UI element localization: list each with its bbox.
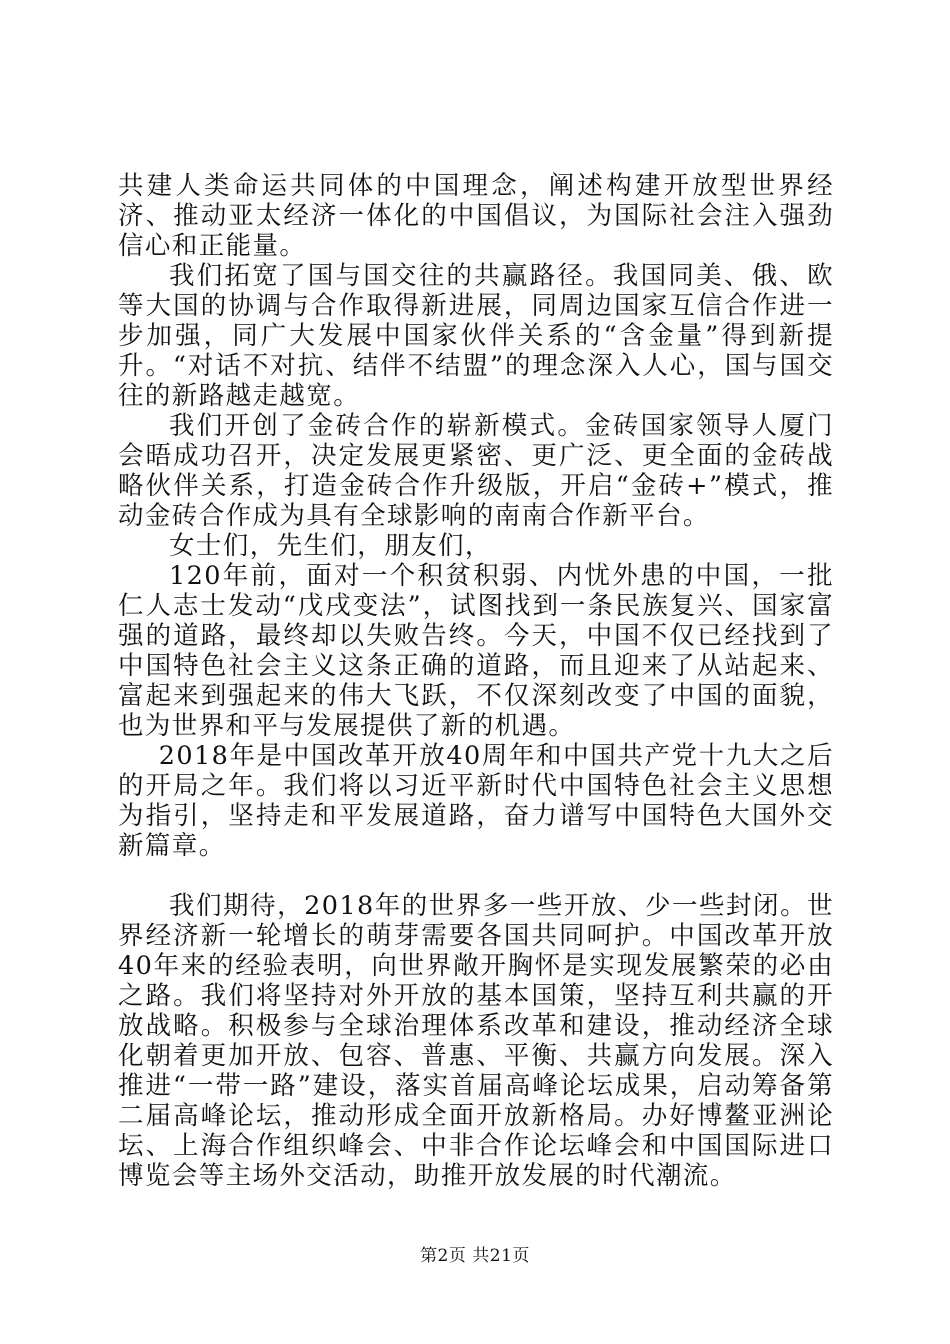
paragraph-6: 2018年是中国改革开放40周年和中国共产党十九大之后的开局之年。我们将以习近平新时代中国特色社会主义思想为指引，坚持走和平发展道路，奋力谱写中国特色大国外交新篇章。 <box>118 741 834 861</box>
page-number-footer: 第2页 共21页 <box>420 1246 530 1266</box>
paragraph-5: 120年前，面对一个积贫积弱、内忧外患的中国，一批仁人志士发动“戊戌变法”，试图找到一条民族复兴、国家富强的道路，最终却以失败告终。今天，中国不仅已经找到了中国特色社会主义这条正确的道路，而且迎来了从站起来、富起来到强起来的伟大飞跃，不仅深刻改变了中国的面貌，也为世界和平与发展提供了新的机遇。 <box>118 561 834 741</box>
paragraph-7: 我们期待，2018年的世界多一些开放、少一些封闭。世界经济新一轮增长的萌芽需要各国共同呵护。中国改革开放40年来的经验表明，向世界敞开胸怀是实现发展繁荣的必由之路。我们将坚持对外开放的基本国策，坚持互利共赢的开放战略。积极参与全球治理体系改革和建设，推动经济全球化朝着更加开放、包容、普惠、平衡、共赢方向发展。深入推进“一带一路”建设，落实首届高峰论坛成果，启动筹备第二届高峰论坛，推动形成全面开放新格局。办好博鳌亚洲论坛、上海合作组织峰会、中非合作论坛峰会和中国国际进口博览会等主场外交活动，助推开放发展的时代潮流。 <box>118 891 834 1191</box>
paragraph-3: 我们开创了金砖合作的崭新模式。金砖国家领导人厦门会晤成功召开，决定发展更紧密、更广泛、更全面的金砖战略伙伴关系，打造金砖合作升级版，开启“金砖+”模式，推动金砖合作成为具有全球影响的南南合作新平台。 <box>118 411 834 531</box>
document-body <box>118 171 834 1191</box>
paragraph-1: 共建人类命运共同体的中国理念，阐述构建开放型世界经济、推动亚太经济一体化的中国倡议，为国际社会注入强劲信心和正能量。 <box>118 171 834 261</box>
paragraph-4: 女士们，先生们，朋友们， <box>169 531 492 561</box>
paragraph-2: 我们拓宽了国与国交往的共赢路径。我国同美、俄、欧等大国的协调与合作取得新进展，同周边国家互信合作进一步加强，同广大发展中国家伙伴关系的“含金量”得到新提升。“对话不对抗、结伴不结盟”的理念深入人心，国与国交往的新路越走越宽。 <box>118 261 834 411</box>
